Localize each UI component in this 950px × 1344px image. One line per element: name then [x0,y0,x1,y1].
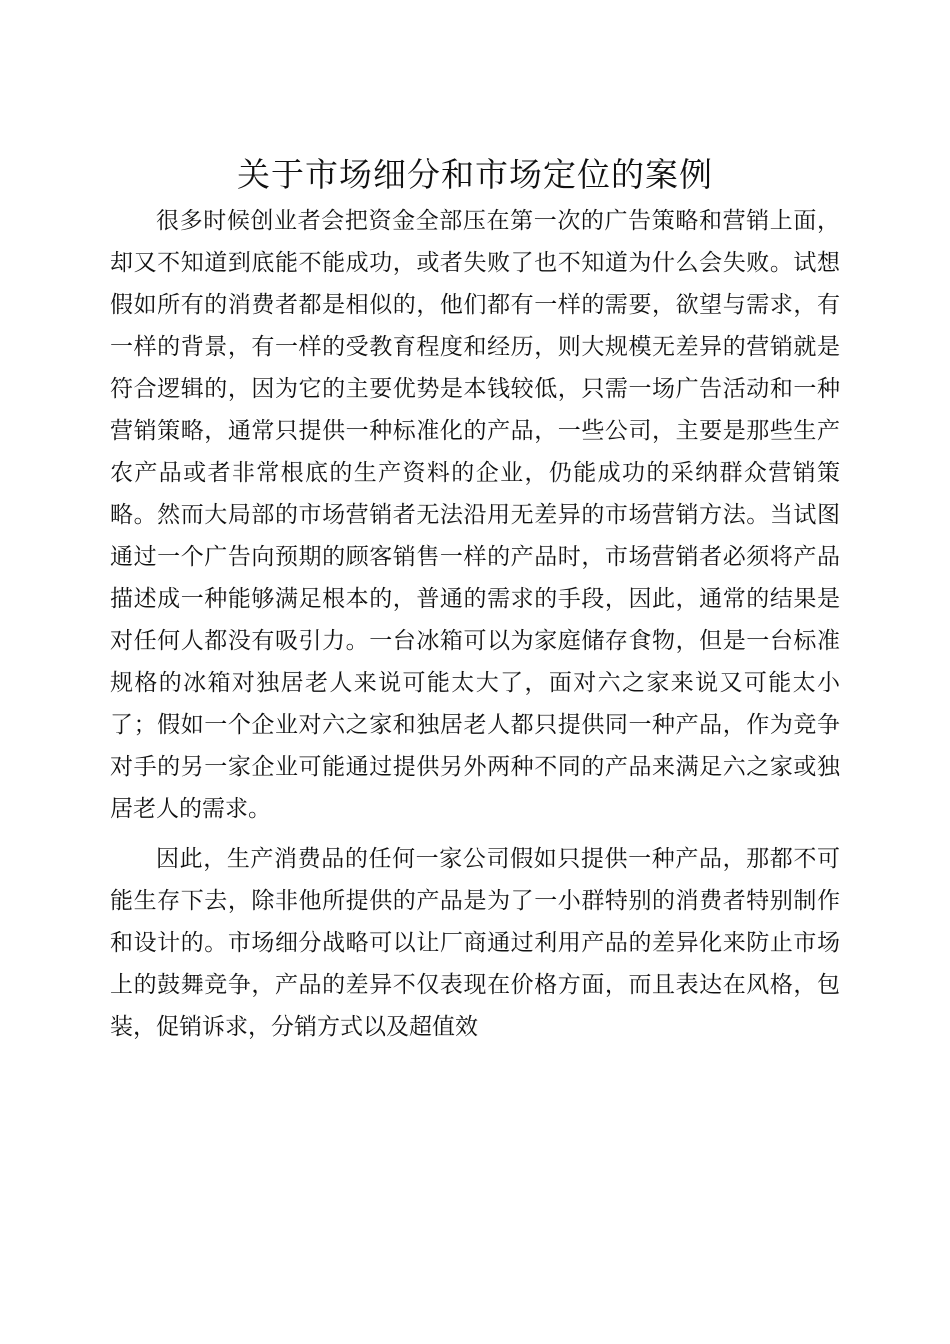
document-page [110,150,840,1048]
document-title: 关于市场细分和市场定位的案例 [237,155,713,194]
body-paragraph-2: 因此，生产消费品的任何一家公司假如只提供一种产品，那都不可能生存下去，除非他所提供的产品是为了一小群特别的消费者特别制作和设计的。市场细分战略可以让厂商通过利用产品的差异化来防止市场上的鼓舞竞争，产品的差异不仅表现在价格方面，而且表达在风格，包装，促销诉求，分销方式以及超值效 [110,846,840,1040]
body-paragraph-1: 很多时候创业者会把资金全部压在第一次的广告策略和营销上面，却又不知道到底能不能成功，或者失败了也不知道为什么会失败。试想假如所有的消费者都是相似的，他们都有一样的需要，欲望与需求，有一样的背景，有一样的受教育程度和经历，则大规模无差异的营销就是符合逻辑的，因为它的主要优势是本钱较低，只需一场广告活动和一种营销策略，通常只提供一种标准化的产品，一些公司，主要是那些生产农产品或者非常根底的生产资料的企业，仍能成功的采纳群众营销策略。然而大局部的市场营销者无法沿用无差异的市场营销方法。当试图通过一个广告向预期的顾客销售一样的产品时，市场营销者必须将产品描述成一种能够满足根本的，普通的需求的手段，因此，通常的结果是对任何人都没有吸引力。一台冰箱可以为家庭储存食物，但是一台标准规格的冰箱对独居老人来说可能太大了，面对六之家来说又可能太小了；假如一个企业对六之家和独居老人都只提供同一种产品，作为竞争对手的另一家企业可能通过提供另外两种不同的产品来满足六之家或独居老人的需求。 [110,208,840,822]
